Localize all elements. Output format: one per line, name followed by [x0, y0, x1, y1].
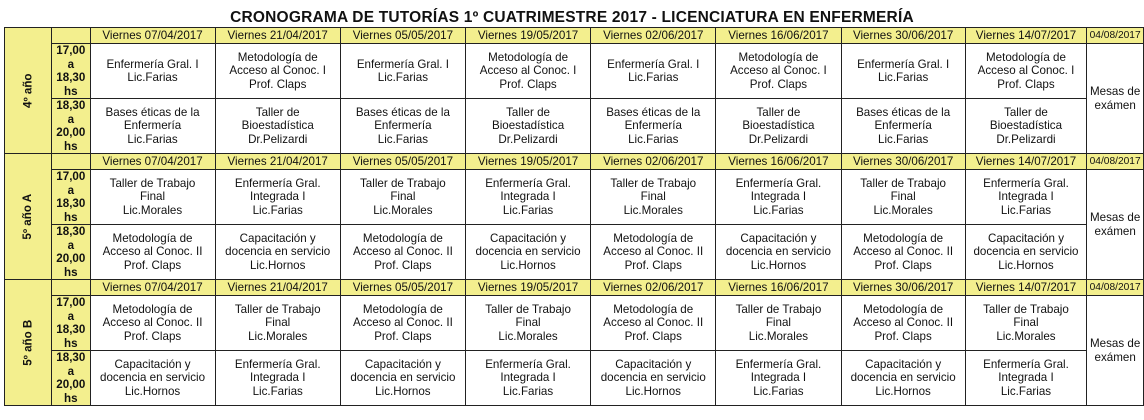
course-cell: [90, 99, 215, 154]
course-cell: [90, 44, 215, 99]
cell-line: Enfermería Gral. I: [106, 57, 199, 71]
cell-line: docencia en servicio: [100, 371, 206, 385]
schedule-row: [5, 44, 1144, 99]
cell-line: Final: [890, 190, 916, 204]
cell-line: Taller de: [756, 105, 801, 119]
cell-line: Taller de Trabajo: [983, 302, 1069, 316]
cell-line: Dr.Pelizardi: [748, 132, 809, 146]
cell-line: Bioestadística: [491, 119, 565, 133]
cell-line: Lic.Hornos: [249, 258, 306, 272]
course-cell: [591, 296, 716, 351]
cell-line: Prof. Claps: [123, 329, 182, 343]
cell-line: Lic.Farias: [1000, 203, 1052, 217]
course-cell: [841, 44, 965, 99]
cell-line: Enfermería Gral. I: [607, 57, 700, 71]
cell-line: Acceso al Conoc. II: [853, 316, 954, 330]
course-cell: [340, 44, 465, 99]
cell-line: Acceso al Conoc. II: [102, 245, 203, 259]
schedule-row: [5, 170, 1144, 225]
cell-line: Lic.Farias: [127, 71, 178, 84]
cell-line: Mesas de: [1090, 85, 1141, 98]
cell-line: Prof. Claps: [749, 77, 808, 91]
time-slot: [52, 351, 90, 406]
cell-line: 18,30 a: [56, 225, 86, 252]
course-cell: [90, 225, 215, 280]
course-cell: [591, 170, 716, 225]
course-cell: [340, 170, 465, 225]
cell-line: docencia en servicio: [475, 245, 581, 259]
cell-line: Enfermería Gral.: [983, 176, 1069, 190]
course-cell: [215, 225, 340, 280]
cell-line: hs: [64, 139, 78, 153]
cell-line: Enfermería Gral. I: [857, 57, 950, 71]
schedule-row: [5, 99, 1144, 154]
year-text: 5º año A: [21, 193, 35, 240]
year-label: [5, 280, 52, 406]
date-header-row: [5, 154, 1144, 170]
cell-line: Taller de Trabajo: [735, 302, 822, 316]
cell-line: Enfermería: [874, 119, 932, 133]
cell-line: Enfermería Gral. I: [356, 57, 449, 71]
cell-line: Integrada I: [750, 190, 807, 204]
cell-line: 20,00: [56, 252, 86, 265]
time-slot: [52, 99, 90, 154]
cell-line: hs: [64, 391, 78, 405]
cell-line: Lic.Farias: [628, 132, 679, 146]
time-slot: [52, 225, 90, 280]
cell-line: 20,00: [56, 378, 86, 391]
date-header: Viernes 05/05/2017: [340, 28, 465, 44]
date-header: Viernes 02/06/2017: [591, 280, 716, 296]
cell-line: Lic.Morales: [122, 203, 183, 217]
course-cell: [716, 44, 841, 99]
cell-line: Lic.Farias: [878, 132, 929, 146]
cell-line: docencia en servicio: [350, 371, 456, 385]
cell-line: Lic.Farias: [753, 384, 804, 398]
cell-line: docencia en servicio: [725, 245, 831, 259]
course-cell: [465, 296, 590, 351]
cell-line: Mesas de: [1090, 337, 1141, 350]
course-cell: [716, 99, 841, 154]
course-cell: [340, 296, 465, 351]
cell-line: docencia en servicio: [850, 371, 956, 385]
cell-line: Taller de Trabajo: [109, 176, 196, 190]
course-cell: [591, 225, 716, 280]
date-header: Viernes 16/06/2017: [716, 28, 841, 44]
date-header-row: [5, 280, 1144, 296]
time-slot: [52, 170, 90, 225]
cell-line: Capacitación y: [740, 231, 817, 245]
header-corner: [52, 280, 90, 296]
cell-line: Lic.Farias: [1000, 384, 1052, 398]
cell-line: Lic.Farias: [127, 132, 178, 146]
cell-line: 18,30 a: [56, 351, 86, 378]
course-cell: [465, 99, 590, 154]
date-header: Viernes 19/05/2017: [465, 280, 590, 296]
date-header: Viernes 14/07/2017: [965, 28, 1087, 44]
course-cell: [841, 225, 965, 280]
cell-line: 17,00 a: [56, 296, 86, 323]
course-cell: [841, 351, 965, 406]
cell-line: Integrada I: [249, 190, 306, 204]
cell-line: Metodología de: [986, 50, 1066, 64]
cell-line: Prof. Claps: [874, 258, 932, 272]
cell-line: 18,30: [56, 197, 86, 210]
cell-line: Taller de Trabajo: [234, 302, 321, 316]
course-cell: [716, 170, 841, 225]
cell-line: Final: [1013, 316, 1039, 330]
cell-line: Lic.Farias: [753, 203, 804, 217]
course-cell: [340, 99, 465, 154]
cell-line: Metodología de: [362, 231, 443, 245]
cell-line: Taller de: [1004, 105, 1048, 119]
cell-line: Capacitación y: [865, 357, 942, 371]
cell-line: hs: [64, 265, 78, 279]
date-header-row: [5, 28, 1144, 44]
cell-line: Capacitación y: [987, 231, 1064, 245]
cell-line: Prof. Claps: [374, 329, 432, 343]
cell-line: Bases éticas de la: [355, 105, 450, 119]
cell-line: Final: [640, 190, 666, 204]
cell-line: Lic.Farias: [252, 203, 303, 217]
date-header: Viernes 16/06/2017: [716, 154, 841, 170]
date-header: Viernes 19/05/2017: [465, 28, 590, 44]
date-header: Viernes 30/06/2017: [841, 280, 965, 296]
schedule-row: [5, 351, 1144, 406]
cell-line: Integrada I: [998, 371, 1054, 385]
cell-line: Taller de: [506, 105, 550, 119]
cell-line: Prof. Claps: [499, 77, 557, 91]
cell-line: Bioestadística: [989, 119, 1063, 133]
exam-date-header: 04/08/2017: [1087, 28, 1144, 44]
cell-line: Prof. Claps: [374, 258, 432, 272]
exam-cell: [1087, 170, 1144, 280]
course-cell: [215, 351, 340, 406]
cell-line: Acceso al Conoc. II: [102, 316, 203, 330]
cell-line: Metodología de: [112, 302, 193, 316]
course-cell: [965, 351, 1087, 406]
cell-line: Capacitación y: [490, 231, 567, 245]
year-label: [5, 28, 52, 154]
date-header: Viernes 05/05/2017: [340, 280, 465, 296]
cell-line: Lic.Hornos: [998, 258, 1054, 272]
cell-line: hs: [64, 84, 78, 98]
cell-line: Acceso al Conoc. II: [603, 245, 704, 259]
course-cell: [465, 170, 590, 225]
course-cell: [591, 44, 716, 99]
cell-line: Metodología de: [613, 302, 694, 316]
date-header: Viernes 07/04/2017: [90, 154, 215, 170]
date-header: Viernes 02/06/2017: [591, 28, 716, 44]
cell-line: Enfermería Gral.: [735, 176, 822, 190]
date-header: Viernes 05/05/2017: [340, 154, 465, 170]
cell-line: Integrada I: [998, 190, 1054, 204]
course-cell: [841, 99, 965, 154]
cell-line: 18,30: [56, 323, 86, 336]
exam-cell: [1087, 44, 1144, 154]
cell-line: Lic.Hornos: [750, 258, 807, 272]
cell-line: Dr.Pelizardi: [996, 132, 1056, 146]
cell-line: Lic.Farias: [628, 71, 679, 84]
cell-line: Prof. Claps: [624, 329, 682, 343]
cell-line: Capacitación y: [114, 357, 191, 371]
header-corner: [52, 154, 90, 170]
cell-line: hs: [64, 336, 78, 350]
course-cell: [591, 99, 716, 154]
cell-line: exámen: [1094, 98, 1136, 112]
cell-line: Final: [390, 190, 416, 204]
cell-line: Bioestadística: [241, 119, 314, 133]
cell-line: Taller de Trabajo: [610, 176, 697, 190]
course-cell: [215, 99, 340, 154]
course-cell: [340, 351, 465, 406]
cell-line: Lic.Morales: [623, 203, 683, 217]
cell-line: Acceso al Conoc. I: [479, 64, 577, 78]
cell-line: Bases éticas de la: [606, 105, 701, 119]
cell-line: hs: [64, 210, 78, 224]
course-cell: [90, 170, 215, 225]
schedule-row: [5, 296, 1144, 351]
cell-line: Acceso al Conoc. II: [352, 316, 453, 330]
course-cell: [965, 170, 1087, 225]
course-cell: [215, 170, 340, 225]
course-cell: [716, 296, 841, 351]
cell-line: Capacitación y: [615, 357, 692, 371]
cell-line: Metodología de: [488, 50, 569, 64]
cell-line: Taller de Trabajo: [360, 176, 446, 190]
cell-line: Prof. Claps: [249, 77, 307, 91]
cell-line: Prof. Claps: [123, 258, 182, 272]
cell-line: Acceso al Conoc. II: [853, 245, 954, 259]
schedule-table: [4, 27, 1144, 406]
cell-line: Acceso al Conoc. II: [603, 316, 704, 330]
cell-line: Dr.Pelizardi: [248, 132, 308, 146]
exam-date-header: 04/08/2017: [1087, 280, 1144, 296]
cell-line: Final: [765, 316, 791, 330]
cell-line: Bioestadística: [742, 119, 815, 133]
cell-line: Prof. Claps: [874, 329, 932, 343]
cell-line: Metodología de: [613, 231, 694, 245]
course-cell: [215, 44, 340, 99]
date-header: Viernes 21/04/2017: [215, 280, 340, 296]
cell-line: docencia en servicio: [600, 371, 706, 385]
cell-line: Integrada I: [750, 371, 807, 385]
date-header: Viernes 16/06/2017: [716, 280, 841, 296]
cell-line: Taller de: [255, 105, 300, 119]
cell-line: Acceso al Conoc. I: [229, 64, 327, 78]
date-header: Viernes 14/07/2017: [965, 154, 1087, 170]
course-cell: [591, 351, 716, 406]
cell-line: Integrada I: [500, 190, 556, 204]
cell-line: Lic.Hornos: [875, 384, 931, 398]
cell-line: Lic.Farias: [502, 384, 554, 398]
cell-line: Enfermería Gral.: [485, 176, 571, 190]
course-cell: [965, 44, 1087, 99]
course-cell: [716, 351, 841, 406]
cell-line: Taller de Trabajo: [485, 302, 571, 316]
year-text: 4º año: [21, 73, 35, 108]
cell-line: Acceso al Conoc. I: [977, 64, 1075, 78]
course-cell: [965, 296, 1087, 351]
header-corner: [52, 28, 90, 44]
cell-line: 20,00: [56, 126, 86, 139]
cell-line: Acceso al Conoc. II: [352, 245, 453, 259]
cell-line: Enfermería Gral.: [485, 357, 571, 371]
date-header: Viernes 07/04/2017: [90, 28, 215, 44]
cell-line: Enfermería: [123, 119, 182, 133]
exam-cell: [1087, 296, 1144, 406]
cell-line: Prof. Claps: [997, 77, 1055, 91]
cell-line: Lic.Morales: [873, 203, 933, 217]
cell-line: Final: [265, 316, 291, 330]
cell-line: 17,00 a: [56, 170, 86, 197]
cell-line: Lic.Morales: [373, 203, 433, 217]
year-label: [5, 154, 52, 280]
course-cell: [90, 296, 215, 351]
cell-line: Taller de Trabajo: [860, 176, 946, 190]
cell-line: Integrada I: [500, 371, 556, 385]
date-header: Viernes 21/04/2017: [215, 28, 340, 44]
cell-line: Lic.Farias: [252, 384, 303, 398]
cell-line: Metodología de: [237, 50, 318, 64]
date-header: Viernes 30/06/2017: [841, 28, 965, 44]
date-header: Viernes 07/04/2017: [90, 280, 215, 296]
cell-line: 18,30 a: [56, 99, 86, 126]
time-slot: [52, 296, 90, 351]
cell-line: docencia en servicio: [973, 245, 1079, 259]
cell-line: Enfermería Gral.: [234, 357, 321, 371]
cell-line: Lic.Morales: [248, 329, 308, 343]
cell-line: 17,00 a: [56, 44, 86, 71]
cell-line: docencia en servicio: [225, 245, 331, 259]
cell-line: Metodología de: [863, 231, 944, 245]
course-cell: [965, 225, 1087, 280]
date-header: Viernes 30/06/2017: [841, 154, 965, 170]
page-title: CRONOGRAMA DE TUTORÍAS 1º CUATRIMESTRE 2017 - LICENCIATURA EN ENFERMERÍA: [230, 9, 914, 26]
date-header: Viernes 14/07/2017: [965, 280, 1087, 296]
cell-line: Acceso al Conoc. I: [730, 64, 827, 78]
course-cell: [841, 296, 965, 351]
cell-line: Capacitación y: [364, 357, 441, 371]
course-cell: [965, 99, 1087, 154]
cell-line: Capacitación y: [239, 231, 316, 245]
cell-line: Prof. Claps: [624, 258, 682, 272]
cell-line: 18,30: [56, 71, 86, 84]
cell-line: Enfermería Gral.: [735, 357, 822, 371]
cell-line: exámen: [1094, 224, 1136, 238]
date-header: Viernes 21/04/2017: [215, 154, 340, 170]
course-cell: [716, 225, 841, 280]
date-header: Viernes 19/05/2017: [465, 154, 590, 170]
cell-line: Mesas de: [1090, 211, 1141, 224]
cell-line: Bases éticas de la: [856, 105, 951, 119]
course-cell: [841, 170, 965, 225]
cell-line: Lic.Morales: [498, 329, 558, 343]
cell-line: Integrada I: [249, 371, 306, 385]
cell-line: Lic.Hornos: [625, 384, 681, 398]
schedule-row: [5, 225, 1144, 280]
cell-line: Final: [515, 316, 541, 330]
exam-date-header: 04/08/2017: [1087, 154, 1144, 170]
year-text: 5º año B: [21, 319, 35, 366]
cell-line: Dr.Pelizardi: [498, 132, 558, 146]
cell-line: Lic.Farias: [502, 203, 554, 217]
cell-line: Enfermería: [374, 119, 432, 133]
cell-line: Lic.Hornos: [124, 384, 181, 398]
cell-line: exámen: [1094, 350, 1136, 364]
cell-line: Lic.Farias: [377, 71, 429, 84]
cell-line: Enfermería Gral.: [234, 176, 321, 190]
cell-line: Lic.Farias: [377, 132, 429, 146]
cell-line: Lic.Morales: [748, 329, 809, 343]
cell-line: Metodología de: [112, 231, 193, 245]
cell-line: Enfermería: [624, 119, 682, 133]
cell-line: Metodología de: [362, 302, 443, 316]
cell-line: Metodología de: [863, 302, 944, 316]
cell-line: Bases éticas de la: [105, 105, 200, 119]
cell-line: Enfermería Gral.: [983, 357, 1069, 371]
course-cell: [90, 351, 215, 406]
cell-line: Metodología de: [738, 50, 819, 64]
cell-line: Lic.Farias: [878, 71, 929, 84]
time-slot: [52, 44, 90, 99]
cell-line: Lic.Morales: [996, 329, 1056, 343]
date-header: Viernes 02/06/2017: [591, 154, 716, 170]
cell-line: Lic.Hornos: [375, 384, 431, 398]
course-cell: [465, 351, 590, 406]
course-cell: [465, 225, 590, 280]
course-cell: [465, 44, 590, 99]
cell-line: Lic.Hornos: [500, 258, 556, 272]
course-cell: [215, 296, 340, 351]
course-cell: [340, 225, 465, 280]
cell-line: Final: [139, 190, 166, 204]
